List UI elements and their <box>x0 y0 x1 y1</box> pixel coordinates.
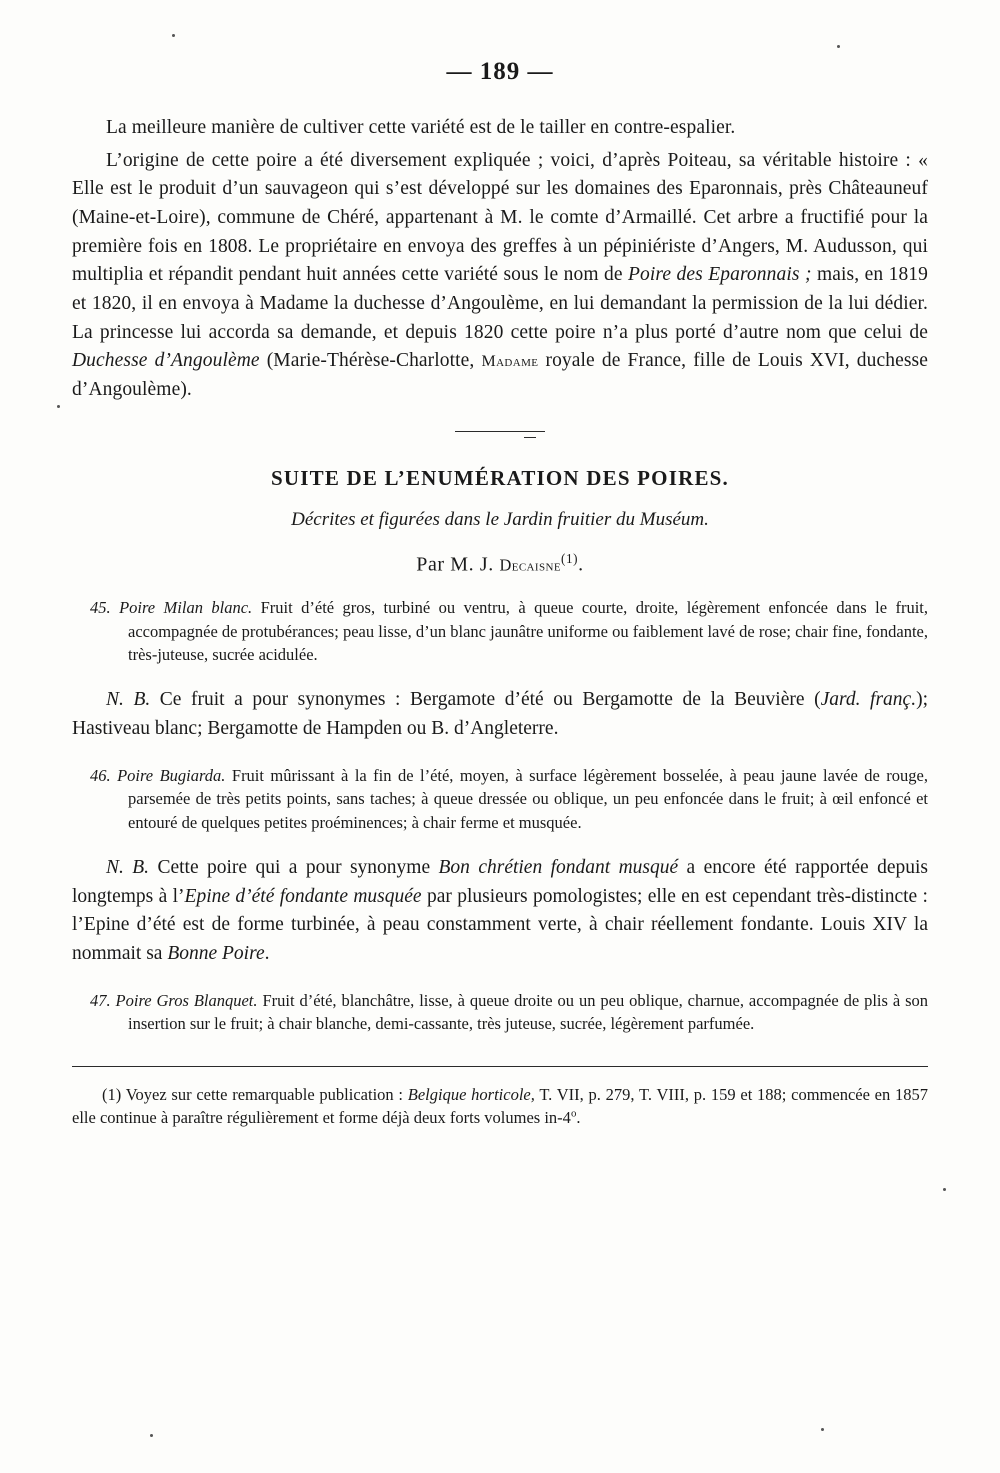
note-text-part-3: par plusieurs pomologistes; elle en est cependant très-distincte : l’Epine d’été est de forme turbinée, à peau constamment verte, à chair réellement fondante. Louis XIV la nommait sa <box>72 885 928 965</box>
note-label: N. B. <box>106 689 151 711</box>
entry-number: 46. <box>90 765 111 785</box>
scan-artifact-dot <box>943 1188 946 1191</box>
origin-text-part-2: mais, en 1819 et 1820, il en envoya à Madame la duchesse d’Angoulème, en lui demandant la permission de la lui dédier. La princesse lui accorda sa demande, et depuis 1820 cette poire n’a plus porté d’autre nom que celui de <box>72 264 928 343</box>
note-text-part-1: Ce fruit a pour synonymes : Bergamote d’été ou Bergamotte de la Beuvière ( <box>150 689 821 711</box>
footnote-text-part-1: Voyez sur cette remarquable publication : <box>121 1084 408 1104</box>
author-suffix: . <box>578 553 584 576</box>
scan-artifact-dot <box>150 1434 153 1437</box>
entry-description: Fruit d’été, blanchâtre, lisse, à queue droite ou un peu oblique, charnue, accompagnée de plis à son insertion sur le fruit; à chair blanche, demi-cassante, très juteuse, sucrée, légèrement parfumée. <box>128 990 929 1034</box>
origin-text-part-1: L’origine de cette poire a été diversement expliquée ; voici, d’après Poiteau, sa véritable histoire : « Elle est le produit d’un sauvageon qui s’est développé sur les domaines des Eparonnais, près Châteauneuf (Maine-et-Loire), commune de Chéré, appartenant à M. le comte d’Armaillé. Cet arbre a fructifié pour la première fois en 1808. Le propriétaire en envoya des greffes à un pépiniériste d’Angers, M. Audusson, qui multiplia et répandit pendant huit années cette variété sous le nom de <box>72 149 928 286</box>
paragraph-origin <box>72 147 928 405</box>
italic-duchesse-dangouleme: Duchesse d’Angoulème <box>72 350 260 372</box>
entry-name: Poire Gros Blanquet. <box>115 990 258 1010</box>
footnote-superscript: o <box>570 1107 577 1120</box>
scan-artifact-dot <box>57 405 60 408</box>
note-text-part-4: . <box>264 943 270 965</box>
note-46 <box>72 854 928 969</box>
footnote-divider <box>72 1066 928 1067</box>
section-divider <box>455 431 545 432</box>
paragraph-cultivation <box>72 114 928 143</box>
section-title: SUITE DE L’ENUMÉRATION DES POIRES. <box>271 465 729 490</box>
footnote-text-part-2: T. VII, p. 279, T. VIII, p. 159 et 188; commencée en 1857 elle continue à paraître régulièrement et forme déjà deux forts volumes in-4 <box>72 1084 928 1127</box>
footnote-marker-ref[interactable]: (1) <box>560 550 579 566</box>
italic-bonne-poire: Bonne Poire <box>167 943 265 965</box>
page-number: — 189 — <box>446 58 554 85</box>
origin-text-part-3: (Marie-Thérèse-Charlotte, <box>259 350 482 372</box>
note-text-part-2: ); Hastiveau blanc; Bergamotte de Hampden ou B. d’Angleterre. <box>72 689 928 740</box>
italic-bon-chretien: Bon chrétien fondant musqué <box>438 857 679 879</box>
author-prefix: Par M. J. <box>416 553 500 576</box>
author-name: Decaisne <box>499 555 561 575</box>
note-label: N. B. <box>106 857 150 879</box>
scan-artifact-dot <box>821 1428 824 1431</box>
entry-47 <box>72 989 928 1036</box>
scan-artifact-dot <box>172 34 175 37</box>
note-text-part-1: Cette poire qui a pour synonyme <box>149 857 439 879</box>
italic-epine-dete: Epine d’été fondante musquée <box>184 885 422 907</box>
italic-poire-des-eparonnais: Poire des Eparonnais ; <box>628 264 812 286</box>
entry-46 <box>72 764 928 834</box>
section-author <box>72 551 928 577</box>
entry-name: Poire Bugiarda. <box>117 765 226 785</box>
italic-jard-franc: Jard. franç. <box>820 689 917 711</box>
smallcaps-madame: Madame <box>481 353 539 371</box>
origin-text-part-4: royale de France, fille de Louis XVI, duchesse d’Angoulème). <box>72 350 928 400</box>
section-subtitle: Décrites et figurées dans le Jardin fruitier du Muséum. <box>291 508 709 530</box>
footnote-marker: (1) <box>102 1084 122 1104</box>
note-text-part-2: a encore été rapportée depuis longtemps à l’ <box>72 857 928 907</box>
entry-description: Fruit d’été gros, turbiné ou ventru, à queue courte, droite, légèrement enfoncée dans le fruit, accompagnée de protubérances; peau lisse, d’un blanc jaunâtre uniforme ou faiblement lavé de rose; chair fine, fondante, très-juteuse, sucrée acidulée. <box>128 598 928 665</box>
scan-artifact-dot <box>837 45 840 48</box>
note-45 <box>72 686 928 743</box>
italic-belgique-horticole: Belgique horticole, <box>407 1084 535 1104</box>
paragraph-text: La meilleure manière de cultiver cette variété est de le tailler en contre-espalier. <box>106 117 736 138</box>
entry-45 <box>72 596 928 666</box>
footnote-text-part-3: . <box>576 1107 581 1127</box>
entry-name: Poire Milan blanc. <box>119 598 253 618</box>
entry-number: 47. <box>90 990 111 1010</box>
footnote <box>72 1083 928 1130</box>
entry-description: Fruit mûrissant à la fin de l’été, moyen, à surface légèrement bosselée, à peau jaune lavée de rouge, parsemée de très petits points, sans taches; à queue dressée ou oblique, un peu enfoncée dans le fruit; à œil enfoncé et entouré de quelques petites proéminences; à chair ferme et musquée. <box>128 765 928 832</box>
entry-number: 45. <box>90 598 111 618</box>
